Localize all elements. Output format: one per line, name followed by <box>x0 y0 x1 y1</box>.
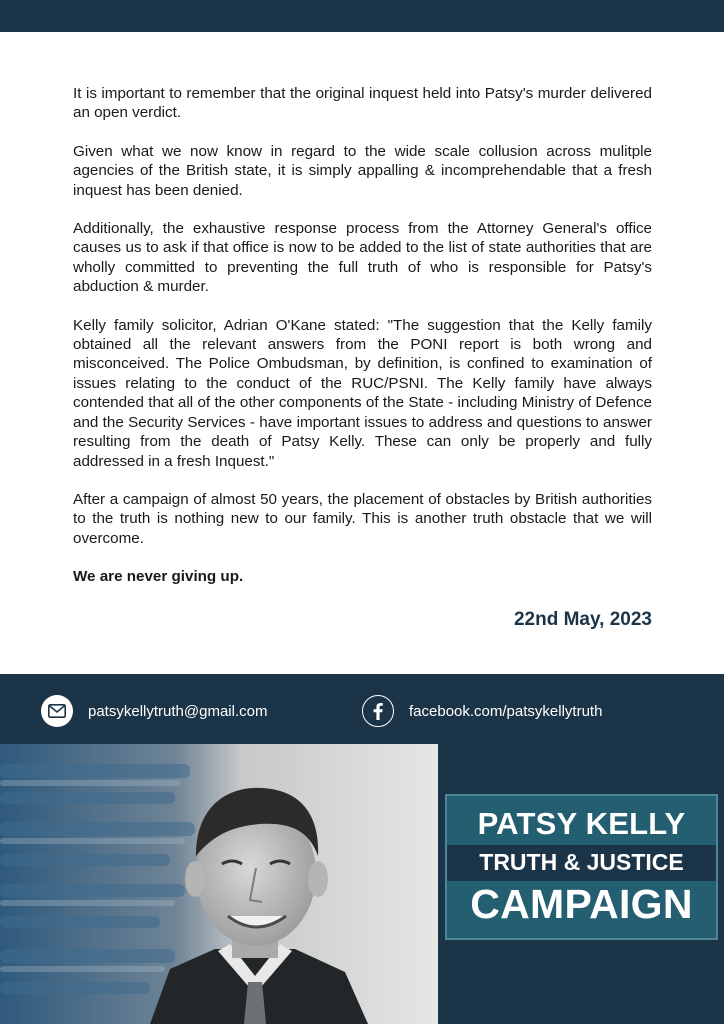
paragraph-campaign: After a campaign of almost 50 years, the placement of obstacles by British authorities to the truth is nothing new to our family. This is another truth obstacle that we will overcome. <box>73 490 652 547</box>
letter-date: 22nd May, 2023 <box>513 609 652 630</box>
paragraph-collusion: Given what we now know in regard to the wide scale collusion across mulitple agencies of the British state, it is simply appalling & incomprehendable that a fresh inquest has been denied. <box>73 142 652 199</box>
facebook-icon <box>362 695 394 727</box>
campaign-logo-subtitle: TRUTH & JUSTICE <box>479 849 684 875</box>
top-banner <box>0 0 724 32</box>
envelope-icon <box>41 695 73 727</box>
email-address[interactable]: patsykellytruth@gmail.com <box>88 702 268 720</box>
campaign-logo <box>445 794 718 940</box>
email-contact[interactable] <box>41 694 267 728</box>
paragraph-attorney-general: Additionally, the exhaustive response process from the Attorney General's office causes us to ask if that office is now to be added to the list of state authorities that are wholly committed to preventing the full truth of who is responsible for Patsy's abduction & murder. <box>73 220 652 296</box>
closing-statement: We are never giving up. <box>73 568 244 586</box>
paragraph-solicitor-statement: Kelly family solicitor, Adrian O'Kane stated: "The suggestion that the Kelly family obtained all the relevant answers from the PONI report is both wrong and misconceived. The Police Ombudsman, by definition, is confined to examination of issues relating to the conduct of the RUC/PSNI. The Kelly family have always contended that all of the other components of the State - including Ministry of Defence and the Security Services - have important issues to address and questions to answer resulting from the death of Patsy Kelly. These can only be properly and fully addressed in a fresh Inquest." <box>73 316 652 470</box>
letter-body <box>73 84 652 606</box>
campaign-logo-word: CAMPAIGN <box>470 881 693 927</box>
portrait-photo <box>0 744 438 1024</box>
facebook-contact[interactable] <box>362 694 602 728</box>
campaign-logo-name: PATSY KELLY <box>477 806 686 841</box>
paragraph-open-verdict: It is important to remember that the original inquest held into Patsy's murder delivered an open verdict. <box>73 85 652 122</box>
facebook-url[interactable]: facebook.com/patsykellytruth <box>409 702 603 720</box>
